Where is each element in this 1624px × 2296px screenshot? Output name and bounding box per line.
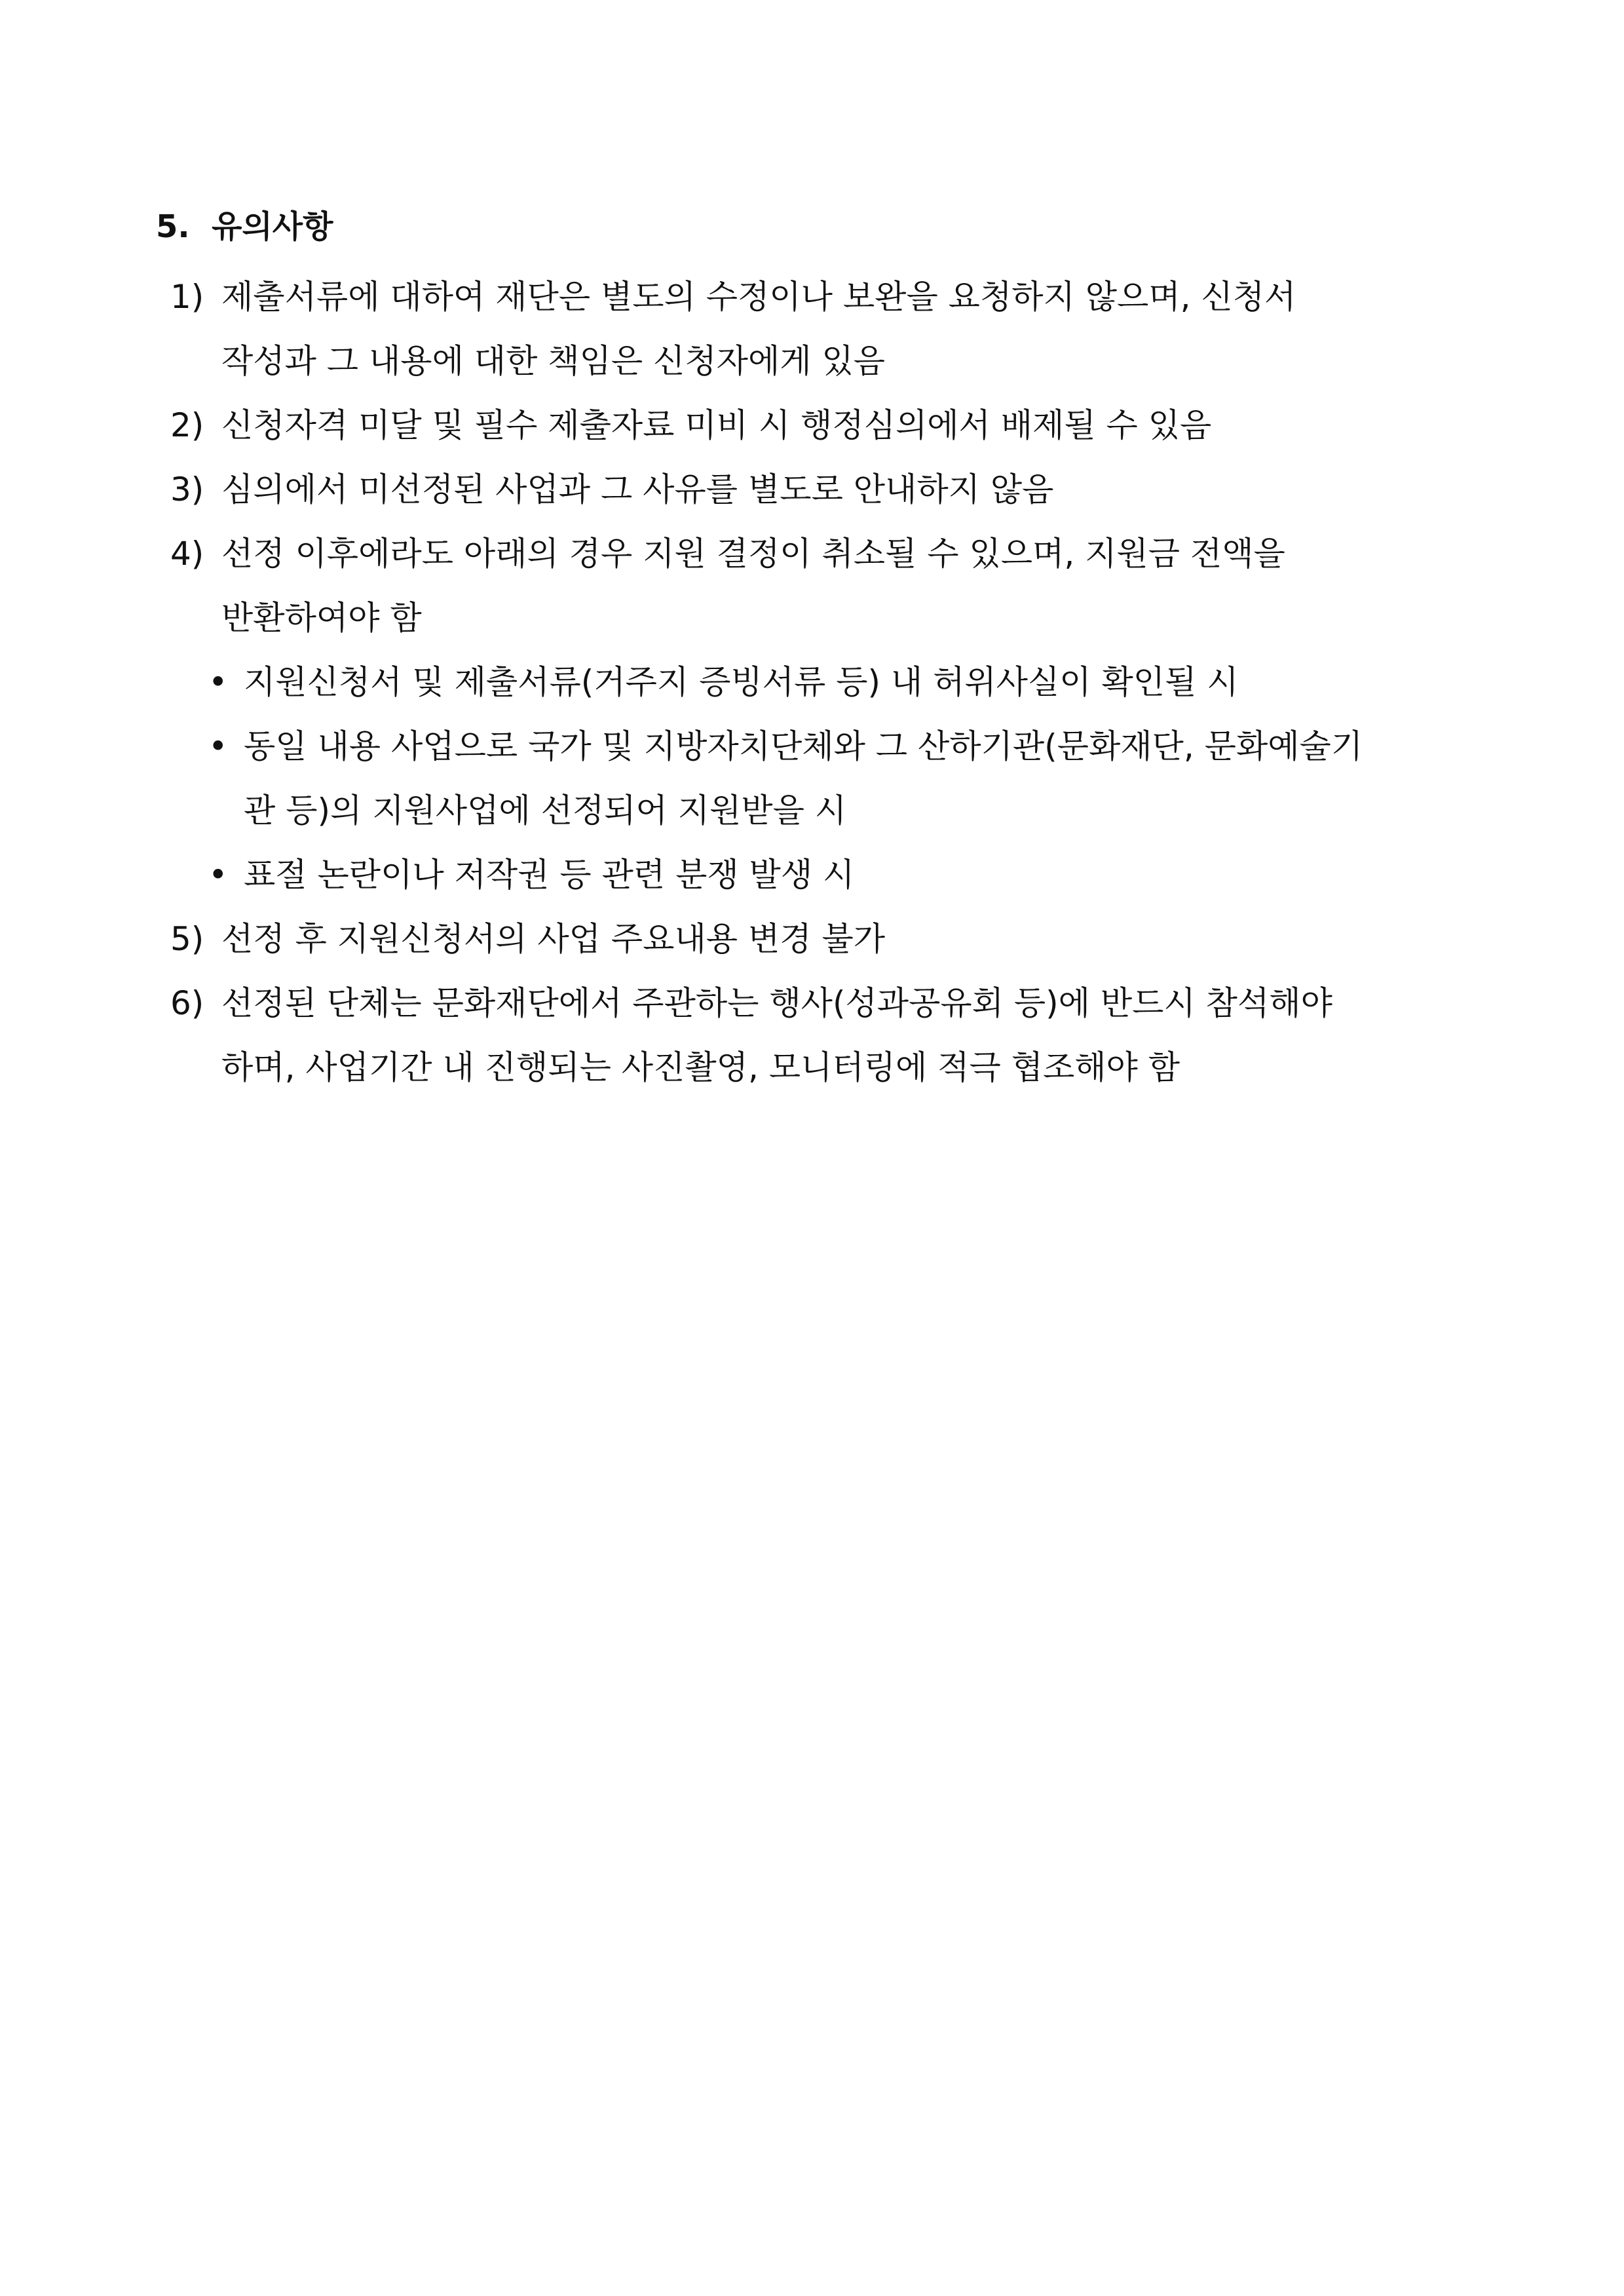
item-number: 1) [170,278,204,316]
bullet-mark: • [208,727,228,765]
bullet-mark: • [208,856,228,894]
item-text: 선정 후 지원신청서의 사업 주요내용 변경 불가 [221,920,886,958]
item-number: 2) [170,406,204,444]
list-item [170,522,1474,586]
item-text: 신청자격 미달 및 필수 제출자료 미비 시 행정심의에서 배제될 수 있음 [221,406,1212,444]
item-text: 선정된 단체는 문화재단에서 주관하는 행사(성과공유회 등)에 반드시 참석해야 [221,984,1332,1022]
bullet-text: 동일 내용 사업으로 국가 및 지방자치단체와 그 산하기관(문화재단, 문화예술기 [244,727,1363,765]
item-text-continuation: 하며, 사업기간 내 진행되는 사진촬영, 모니터링에 적극 협조해야 함 [221,1048,1180,1086]
bullet-text-continuation: 관 등)의 지원사업에 선정되어 지원받을 시 [244,792,847,830]
item-text: 제출서류에 대하여 재단은 별도의 수정이나 보완을 요청하지 않으며, 신청서 [221,278,1296,316]
item-number: 6) [170,984,204,1022]
bullet-item [208,714,1363,778]
section-number: 5. [156,208,190,245]
item-text: 심의에서 미선정된 사업과 그 사유를 별도로 안내하지 않음 [221,470,1054,508]
list-item [170,457,1474,522]
bullet-text: 표절 논란이나 저작권 등 관련 분쟁 발생 시 [244,856,855,894]
section-title: 유의사항 [212,208,333,245]
list-item [170,971,1474,1035]
list-item [170,393,1474,457]
list-item [170,265,1474,329]
bullet-item [208,650,1239,714]
item-number: 4) [170,535,204,573]
bullet-mark: • [208,663,228,701]
item-number: 5) [170,920,204,958]
bullet-text: 지원신청서 및 제출서류(거주지 증빙서류 등) 내 허위사실이 확인될 시 [244,663,1239,701]
item-text-continuation: 작성과 그 내용에 대한 책임은 신청자에게 있음 [221,342,886,380]
section-heading [156,204,333,249]
bullet-item [208,843,854,907]
item-text: 선정 이후에라도 아래의 경우 지원 결정이 취소될 수 있으며, 지원금 전액을 [221,535,1285,573]
list-item [170,907,1474,971]
item-text-continuation: 반환하여야 함 [221,599,422,637]
item-number: 3) [170,470,204,508]
